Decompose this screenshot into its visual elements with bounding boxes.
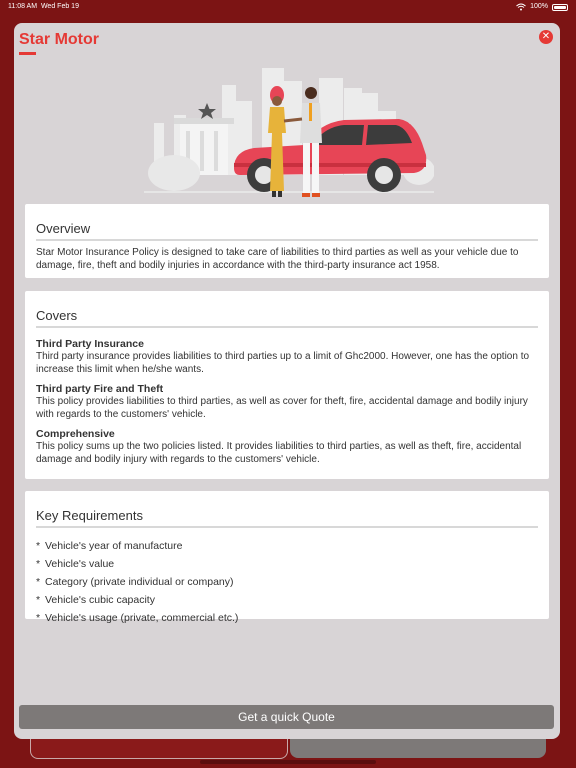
cover-title-fire-theft: Third party Fire and Theft [36,383,164,396]
covers-heading: Covers [36,308,538,328]
modal-title: Star Motor [19,31,99,48]
title-underline [19,52,36,55]
battery-icon [552,4,568,11]
home-indicator [200,760,376,764]
requirements-heading: Key Requirements [36,508,538,528]
hero-illustration [144,63,434,203]
list-item: * Vehicle's usage (private, commercial etc.) [36,612,239,624]
list-item: * Category (private individual or company) [36,576,234,588]
cover-text-fire-theft: This policy provides liabilities to third parties, as well as cover for theft, fire, accidental damage and bodily injury with regards to the customers' vehicle. [36,396,528,420]
status-date: Wed Feb 19 [40,3,79,10]
list-item: * Vehicle's value [36,558,115,570]
close-icon: ✕ [541,31,551,42]
close-button[interactable] [539,30,553,44]
cover-title-third-party: Third Party Insurance [36,338,144,350]
list-item: * Vehicle's cubic capacity [36,594,155,606]
policy-modal [14,23,560,739]
requirements-card [25,491,549,624]
status-bar [0,0,576,14]
requirements-list [36,537,538,627]
cover-text-comprehensive: This policy sums up the two policies listed. It provides liabilities to third parties, as well as theft, fire, accidental damage and bodily injury with regards to the customers' vehicle. [36,441,522,465]
wifi-icon [516,3,526,11]
overview-card [25,204,549,278]
covers-card [25,291,549,479]
get-quote-button[interactable]: Get a quick Quote [19,705,554,729]
cover-text-third-party: Third party insurance provides liabilities to third parties up to a limit of Ghc2000. However, one has the option to increase this limit when he/she wants. [36,351,530,375]
cover-title-comprehensive: Comprehensive [36,428,115,441]
list-item: * Vehicle's year of manufacture [36,540,183,552]
overview-heading: Overview [36,221,538,241]
status-time: 11:08 AM [8,3,38,10]
overview-text: Star Motor Insurance Policy is designed to take care of liabilities to third parties as well as your vehicle due to damage, fire, theft and bodily injuries in accordance with the third-party insurance act 1958. [36,247,519,271]
battery-percent: 100% [530,3,548,10]
